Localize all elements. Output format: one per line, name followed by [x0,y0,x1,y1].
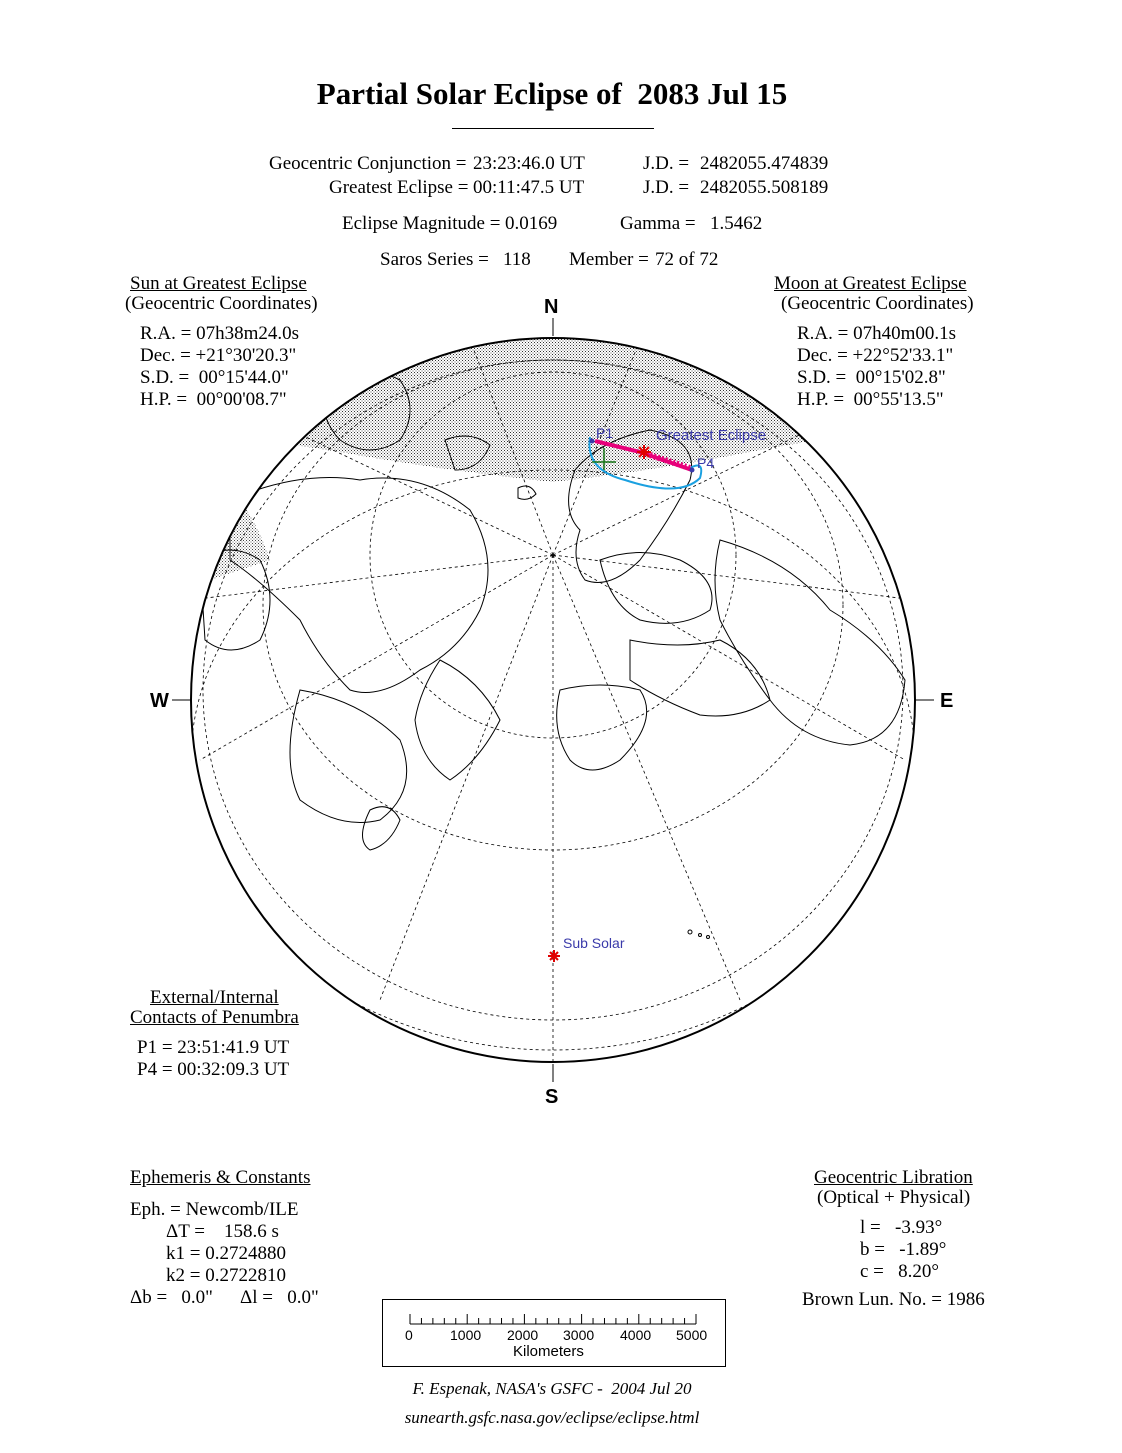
member-value: 72 of 72 [655,249,719,270]
saros-label: Saros Series = [380,249,489,270]
ephemeris-eph: Eph. = Newcomb/ILE [130,1199,299,1220]
scale-unit: Kilometers [513,1343,584,1360]
magnitude-value: 0.0169 [505,213,558,234]
title-rule [452,128,654,129]
sub-solar-marker [548,950,560,962]
east-label: E [940,690,954,712]
north-label: N [544,296,559,318]
scale-tick-2000: 2000 [507,1327,539,1343]
contacts-heading-1: External/Internal [150,987,279,1008]
moon-hp: H.P. = 00°55'13.5" [797,389,944,410]
magnitude-label: Eclipse Magnitude = [342,213,501,234]
gamma-label: Gamma = [620,213,696,234]
ephemeris-heading: Ephemeris & Constants [130,1167,311,1188]
ephemeris-dt: ΔT = 158.6 s [166,1221,279,1242]
conjunction-label: Geocentric Conjunction = [269,153,467,174]
sub-solar-label: Sub Solar [563,935,625,951]
moon-subheading: (Geocentric Coordinates) [781,293,974,314]
sun-dec: Dec. = +21°30'20.3" [140,345,297,366]
p1-marker [590,439,595,444]
conjunction-jd: 2482055.474839 [700,153,829,174]
brown-lunation: Brown Lun. No. = 1986 [802,1289,985,1310]
gamma-value: 1.5462 [710,213,763,234]
saros-value: 118 [503,249,531,270]
member-label: Member = [569,249,649,270]
scale-tick-1000: 1000 [450,1327,482,1343]
credit-author: F. Espenak, NASA's GSFC - 2004 Jul 20 [412,1379,692,1398]
moon-dec: Dec. = +22°52'33.1" [797,345,954,366]
greatest-eclipse-time: 00:11:47.5 UT [473,177,585,198]
sun-heading: Sun at Greatest Eclipse [130,273,307,294]
scale-tick-5000: 5000 [676,1327,708,1343]
sun-sd: S.D. = 00°15'44.0" [140,367,289,388]
sun-ra: R.A. = 07h38m24.0s [140,323,300,344]
greatest-eclipse-jd-label: J.D. = [643,177,690,198]
greatest-eclipse-label: Greatest Eclipse = [329,177,469,198]
scale-tick-3000: 3000 [563,1327,595,1343]
sun-subheading: (Geocentric Coordinates) [125,293,318,314]
libration-b: b = -1.89° [860,1239,947,1260]
p4-label: P4 [697,455,715,471]
contact-p4: P4 = 00:32:09.3 UT [137,1059,290,1080]
p1-label: P1 [596,425,614,441]
credit-url[interactable]: sunearth.gsfc.nasa.gov/eclipse/eclipse.html [404,1408,700,1427]
ephemeris-k2: k2 = 0.2722810 [166,1265,286,1286]
greatest-eclipse-jd: 2482055.508189 [700,177,829,198]
scale-tick-4000: 4000 [620,1327,652,1343]
ephemeris-k1: k1 = 0.2724880 [166,1243,286,1264]
libration-heading: Geocentric Libration [814,1167,973,1188]
ephemeris-dl: Δl = 0.0" [240,1287,319,1308]
contact-p1: P1 = 23:51:41.9 UT [137,1037,290,1058]
moon-heading: Moon at Greatest Eclipse [774,273,967,294]
conjunction-jd-label: J.D. = [643,153,690,174]
greatest-eclipse-label: Greatest Eclipse [656,427,767,444]
contacts-heading-2: Contacts of Penumbra [130,1007,299,1028]
ephemeris-db: Δb = 0.0" [130,1287,213,1308]
libration-c: c = 8.20° [860,1261,939,1282]
libration-subheading: (Optical + Physical) [817,1187,971,1208]
south-label: S [545,1086,559,1108]
conjunction-time: 23:23:46.0 UT [473,153,585,174]
libration-l: l = -3.93° [860,1217,943,1238]
page-title: Partial Solar Eclipse of 2083 Jul 15 [316,76,788,111]
scale-tick-0: 0 [405,1327,413,1343]
moon-sd: S.D. = 00°15'02.8" [797,367,946,388]
greatest-eclipse-marker [637,445,651,459]
west-label: W [150,690,169,712]
p4-marker [690,468,695,473]
moon-ra: R.A. = 07h40m00.1s [797,323,957,344]
sun-hp: H.P. = 00°00'08.7" [140,389,287,410]
